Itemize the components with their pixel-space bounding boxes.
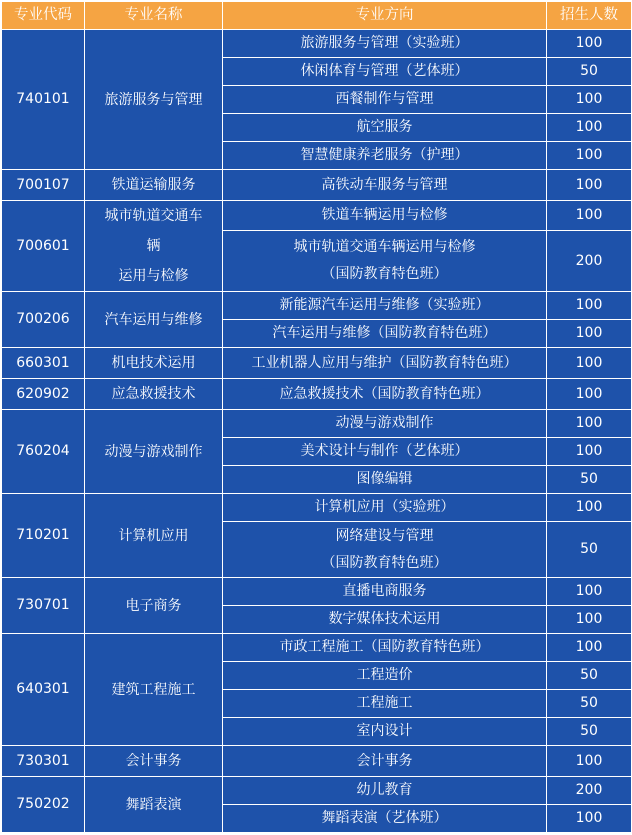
major-direction xyxy=(223,578,547,606)
major-direction xyxy=(223,320,547,348)
major-name xyxy=(85,777,223,833)
major-name xyxy=(85,634,223,746)
major-direction-line: 城市轨道交通车辆运用与检修 xyxy=(293,239,476,256)
major-name-line: 机电技术运用 xyxy=(111,355,196,371)
major-direction-line: 市政工程施工（国防教育特色班） xyxy=(279,639,490,655)
major-name-line: 旅游服务与管理 xyxy=(104,91,203,108)
enrollment-count: 100 xyxy=(547,578,632,606)
major-direction xyxy=(223,142,547,170)
major-direction-line: 西餐制作与管理 xyxy=(335,91,434,107)
major-name-line: 运用与检修 xyxy=(118,268,189,284)
enrollment-count: 50 xyxy=(547,718,632,746)
major-name-line: 辆 xyxy=(146,238,161,254)
enrollment-count: 50 xyxy=(547,690,632,718)
major-direction xyxy=(223,777,547,805)
major-direction xyxy=(223,86,547,114)
table-row xyxy=(2,578,632,606)
header-name: 专业名称 xyxy=(85,2,223,30)
major-direction xyxy=(223,606,547,634)
major-direction-line: 工程造价 xyxy=(356,667,413,683)
major-name xyxy=(85,746,223,777)
major-code: 640301 xyxy=(2,634,85,746)
enrollment-count: 100 xyxy=(547,606,632,634)
major-direction-line: 舞蹈表演（艺体班） xyxy=(321,810,448,826)
major-direction xyxy=(223,170,547,201)
major-direction-line: 动漫与游戏制作 xyxy=(335,415,434,431)
major-direction-line: （国防教育特色班） xyxy=(321,266,448,283)
major-direction-line: 室内设计 xyxy=(356,723,413,739)
major-direction-line: 高铁动车服务与管理 xyxy=(321,176,448,193)
major-name xyxy=(85,30,223,170)
enrollment-count: 200 xyxy=(547,231,632,292)
enrollment-count: 100 xyxy=(547,142,632,170)
major-direction-line: 旅游服务与管理（实验班） xyxy=(300,35,469,51)
table-row xyxy=(2,292,632,320)
enrollment-count: 50 xyxy=(547,662,632,690)
header-count: 招生人数 xyxy=(547,2,632,30)
major-direction-line: 铁道车辆运用与检修 xyxy=(321,207,448,224)
enrollment-count: 100 xyxy=(547,320,632,348)
major-direction xyxy=(223,805,547,833)
major-code: 740101 xyxy=(2,30,85,170)
major-direction xyxy=(223,201,547,231)
header-code: 专业代码 xyxy=(2,2,85,30)
major-name xyxy=(85,201,223,292)
major-name-line: 动漫与游戏制作 xyxy=(104,443,203,460)
enrollment-count: 100 xyxy=(547,292,632,320)
major-direction-line: 新能源汽车运用与维修（实验班） xyxy=(279,297,490,313)
major-name xyxy=(85,410,223,494)
major-code: 750202 xyxy=(2,777,85,833)
major-name-line: 会计事务 xyxy=(125,753,182,769)
major-code: 700601 xyxy=(2,201,85,292)
major-direction-line: 工业机器人应用与维护（国防教育特色班） xyxy=(251,354,518,371)
table-row xyxy=(2,634,632,662)
major-direction xyxy=(223,494,547,522)
enrollment-count: 100 xyxy=(547,114,632,142)
enrollment-count: 100 xyxy=(547,86,632,114)
major-name-line: 应急救援技术 xyxy=(111,386,196,402)
table-row xyxy=(2,410,632,438)
major-direction-line: 幼儿教育 xyxy=(356,782,413,798)
major-direction-line: 航空服务 xyxy=(356,119,413,135)
table-row xyxy=(2,30,632,58)
enrollment-count: 100 xyxy=(547,170,632,201)
table-body xyxy=(2,30,632,833)
major-direction-line: 汽车运用与维修（国防教育特色班） xyxy=(272,325,497,341)
major-name xyxy=(85,170,223,201)
major-direction xyxy=(223,690,547,718)
major-name-line: 汽车运用与维修 xyxy=(104,311,203,328)
major-code: 730301 xyxy=(2,746,85,777)
major-direction-line: 图像编辑 xyxy=(356,471,413,487)
major-code: 710201 xyxy=(2,494,85,578)
table-header-row xyxy=(2,2,632,30)
major-name-line: 建筑工程施工 xyxy=(111,681,196,698)
major-direction-line: 数字媒体技术运用 xyxy=(328,611,441,627)
table-row xyxy=(2,379,632,410)
major-name-line: 计算机应用 xyxy=(118,527,189,544)
enrollment-count: 100 xyxy=(547,494,632,522)
major-direction xyxy=(223,30,547,58)
major-direction xyxy=(223,718,547,746)
table-row xyxy=(2,201,632,231)
major-name-line: 城市轨道交通车 xyxy=(104,208,203,224)
enrollment-count: 100 xyxy=(547,746,632,777)
major-code: 760204 xyxy=(2,410,85,494)
major-name xyxy=(85,379,223,410)
enrollment-count: 50 xyxy=(547,58,632,86)
major-code: 700206 xyxy=(2,292,85,348)
enrollment-count: 50 xyxy=(547,522,632,578)
major-direction xyxy=(223,746,547,777)
major-direction-line: 应急救援技术（国防教育特色班） xyxy=(279,385,490,402)
major-direction xyxy=(223,58,547,86)
enrollment-table xyxy=(1,1,632,833)
major-name-line: 铁道运输服务 xyxy=(111,177,196,193)
major-direction-line: 工程施工 xyxy=(356,695,413,711)
major-direction-line: 休闲体育与管理（艺体班） xyxy=(300,63,469,79)
major-direction-line: 网络建设与管理 xyxy=(335,527,434,544)
enrollment-count: 200 xyxy=(547,777,632,805)
major-direction xyxy=(223,292,547,320)
major-direction-line: （国防教育特色班） xyxy=(321,554,448,571)
major-direction-line: 会计事务 xyxy=(356,752,413,769)
enrollment-count: 100 xyxy=(547,201,632,231)
table-row xyxy=(2,777,632,805)
major-direction xyxy=(223,114,547,142)
enrollment-count: 100 xyxy=(547,348,632,379)
enrollment-count: 50 xyxy=(547,466,632,494)
major-name xyxy=(85,292,223,348)
major-direction-line: 美术设计与制作（艺体班） xyxy=(300,443,469,459)
table-row xyxy=(2,348,632,379)
enrollment-count: 100 xyxy=(547,805,632,833)
major-direction xyxy=(223,466,547,494)
enrollment-count: 100 xyxy=(547,379,632,410)
major-direction-line: 计算机应用（实验班） xyxy=(314,499,455,515)
major-direction xyxy=(223,522,547,578)
major-code: 700107 xyxy=(2,170,85,201)
major-direction xyxy=(223,379,547,410)
major-direction xyxy=(223,662,547,690)
enrollment-count: 100 xyxy=(547,438,632,466)
table-row xyxy=(2,494,632,522)
enrollment-count: 100 xyxy=(547,30,632,58)
major-name xyxy=(85,348,223,379)
major-name-line: 电子商务 xyxy=(125,597,182,614)
major-direction xyxy=(223,438,547,466)
major-direction xyxy=(223,231,547,292)
major-direction xyxy=(223,348,547,379)
major-code: 660301 xyxy=(2,348,85,379)
enrollment-count: 100 xyxy=(547,410,632,438)
major-direction xyxy=(223,634,547,662)
header-direction: 专业方向 xyxy=(223,2,547,30)
major-name xyxy=(85,578,223,634)
major-name-line: 舞蹈表演 xyxy=(125,796,182,813)
major-direction-line: 智慧健康养老服务（护理） xyxy=(300,147,469,163)
table-row xyxy=(2,746,632,777)
table-row xyxy=(2,170,632,201)
major-direction xyxy=(223,410,547,438)
major-code: 730701 xyxy=(2,578,85,634)
major-direction-line: 直播电商服务 xyxy=(342,583,427,599)
major-name xyxy=(85,494,223,578)
major-code: 620902 xyxy=(2,379,85,410)
enrollment-count: 100 xyxy=(547,634,632,662)
